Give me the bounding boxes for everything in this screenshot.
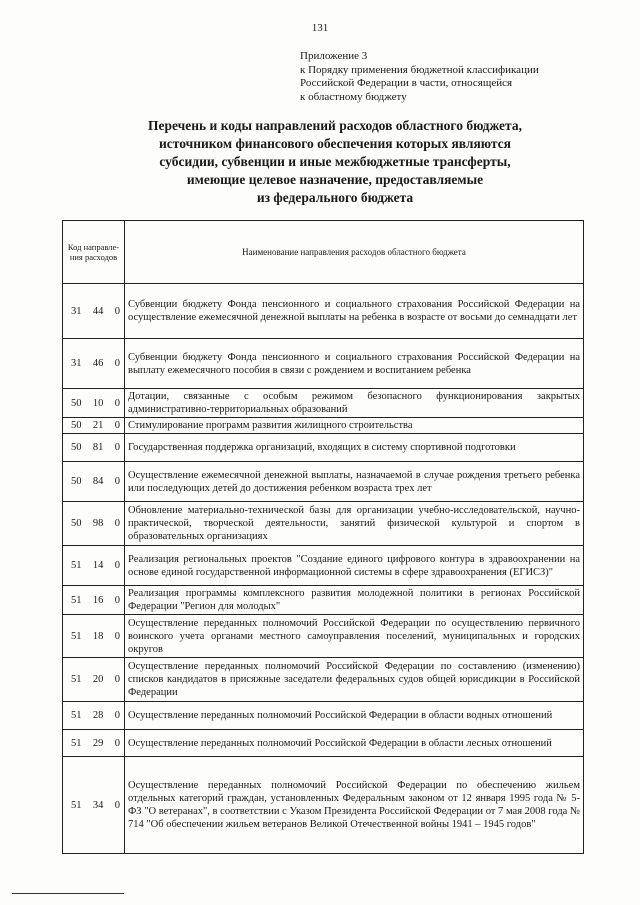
code-part: 51 [71, 799, 82, 811]
title-line: источником финансового обеспечения которых являются [159, 136, 511, 151]
appendix-line: к областному бюджету [300, 90, 407, 103]
appendix-line: Приложение 3 [300, 50, 368, 62]
row-code [63, 615, 125, 658]
code-part: 51 [71, 674, 82, 685]
code-part: 29 [92, 737, 104, 749]
table-row [63, 502, 584, 546]
code-part: 46 [92, 358, 104, 369]
row-code [63, 546, 125, 586]
code-part: 51 [71, 710, 82, 721]
appendix-line: к Порядку применения бюджетной классификации [300, 63, 539, 76]
table-row [63, 389, 584, 418]
table-row [63, 418, 584, 434]
row-name: Осуществление переданных полномочий Российской Федерации по обеспечению жильем отдельных категорий граждан, установленных Федеральным законом от 12 января 1995 года № 5-ФЗ "О ветеранах", в соответствии с Указом Президента Российской Федерации от 7 мая 2008 года № 714 "Об обеспечении жильем ветеранов Великой Отечественной войны 1941 – 1945 годов" [125, 757, 584, 854]
code-part: 20 [92, 674, 104, 685]
code-part: 98 [92, 518, 104, 529]
row-code [63, 658, 125, 702]
table-row [63, 586, 584, 615]
row-name: Государственная поддержка организаций, входящих в систему спортивной подготовки [125, 434, 584, 462]
row-code [63, 389, 125, 418]
code-part: 0 [114, 420, 120, 431]
row-code [63, 434, 125, 462]
table-row [63, 615, 584, 658]
code-part: 51 [71, 560, 82, 571]
row-name: Реализация региональных проектов "Создание единого цифрового контура в здравоохранении на основе единой государственной информационной системы в сфере здравоохранения (ЕГИСЗ)" [125, 546, 584, 586]
document-title [80, 117, 590, 207]
code-part: 0 [114, 630, 120, 642]
code-part: 0 [114, 737, 120, 749]
row-name: Осуществление переданных полномочий Российской Федерации по составлению (изменению) списков кандидатов в присяжные заседатели федеральных судов общей юрисдикции в Российской Федерации [125, 658, 584, 702]
row-code [63, 418, 125, 434]
row-name: Осуществление переданных полномочий Российской Федерации по осуществлению первичного воинского учета органами местного самоуправления поселений, муниципальных и городских округов [125, 615, 584, 658]
row-code [63, 502, 125, 546]
row-code [63, 284, 125, 339]
row-name: Субвенции бюджету Фонда пенсионного и социального страхования Российской Федерации на выплату ежемесячного пособия в связи с рождением и воспитанием ребенка [125, 339, 584, 389]
code-part: 50 [71, 420, 82, 431]
code-part: 0 [114, 594, 120, 606]
row-code [63, 462, 125, 502]
table-row [63, 658, 584, 702]
table-row [63, 284, 584, 339]
title-line: имеющие целевое назначение, предоставляемые [186, 172, 484, 187]
row-name: Субвенции бюджету Фонда пенсионного и социального страхования Российской Федерации на осуществление ежемесячной денежной выплаты на ребенка в возрасте от восьми до семнадцати лет [125, 284, 584, 339]
row-code [63, 702, 125, 730]
row-code [63, 757, 125, 854]
code-part: 28 [92, 710, 104, 721]
table-row [63, 757, 584, 854]
code-part: 50 [71, 442, 82, 453]
code-part: 0 [114, 305, 120, 317]
code-part: 84 [92, 476, 104, 487]
code-part: 81 [92, 442, 104, 453]
title-line: субсидии, субвенции и иные межбюджетные трансферты, [159, 154, 511, 169]
code-part: 14 [92, 560, 104, 571]
code-part: 31 [71, 358, 82, 369]
code-part: 34 [92, 799, 104, 811]
table-row [63, 730, 584, 757]
code-part: 0 [114, 476, 120, 487]
code-part: 31 [71, 305, 82, 317]
appendix-line: Российской Федерации в части, относящейся [300, 77, 513, 89]
table-row [63, 702, 584, 730]
code-part: 50 [71, 518, 82, 529]
code-part: 51 [71, 594, 82, 606]
code-part: 0 [114, 397, 120, 409]
code-part: 0 [114, 518, 120, 529]
code-part: 50 [71, 397, 82, 409]
row-name: Реализация программы комплексного развития молодежной политики в регионах Российской Федерации "Регион для молодых" [125, 586, 584, 615]
code-part: 51 [71, 737, 82, 749]
code-part: 0 [114, 560, 120, 571]
row-name: Дотации, связанные с особым режимом безопасного функционирования закрытых административно-территориальных образований [125, 389, 584, 418]
appendix-note [300, 50, 620, 104]
title-line: из федерального бюджета [256, 190, 414, 205]
header-name: Наименование направления расходов областного бюджета [125, 221, 584, 284]
code-part: 0 [114, 358, 120, 369]
code-part: 21 [92, 420, 104, 431]
code-part: 0 [114, 442, 120, 453]
row-name: Осуществление переданных полномочий Российской Федерации в области водных отношений [125, 702, 584, 730]
table-row [63, 339, 584, 389]
table-row [63, 462, 584, 502]
page-number: 131 [311, 22, 329, 34]
code-part: 0 [114, 674, 120, 685]
row-name: Осуществление ежемесячной денежной выплаты, назначаемой в случае рождения третьего ребенка или последующих детей до достижения ребенком возраста трех лет [125, 462, 584, 502]
code-part: 18 [92, 630, 104, 642]
code-part: 44 [92, 305, 104, 317]
code-part: 10 [92, 397, 104, 409]
row-code [63, 339, 125, 389]
title-line: Перечень и коды направлений расходов областного бюджета, [148, 118, 522, 133]
row-code [63, 730, 125, 757]
code-part: 51 [71, 630, 82, 642]
table-row [63, 434, 584, 462]
expense-codes-table [62, 220, 584, 854]
row-name: Обновление материально-технической базы для организации учебно-исследовательской, научно-практической, творческой деятельности, занятий физической культурой и спортом в образовательных организациях [125, 502, 584, 546]
code-part: 0 [114, 710, 120, 721]
table-row [63, 546, 584, 586]
header-code: Код направле-ния расходов [63, 221, 125, 284]
code-part: 50 [71, 476, 82, 487]
row-name: Стимулирование программ развития жилищного строительства [125, 418, 584, 434]
footnote-divider [12, 893, 124, 894]
code-part: 16 [92, 594, 104, 606]
row-name: Осуществление переданных полномочий Российской Федерации в области лесных отношений [125, 730, 584, 757]
table-header-row [63, 221, 584, 284]
code-part: 0 [114, 799, 120, 811]
row-code [63, 586, 125, 615]
